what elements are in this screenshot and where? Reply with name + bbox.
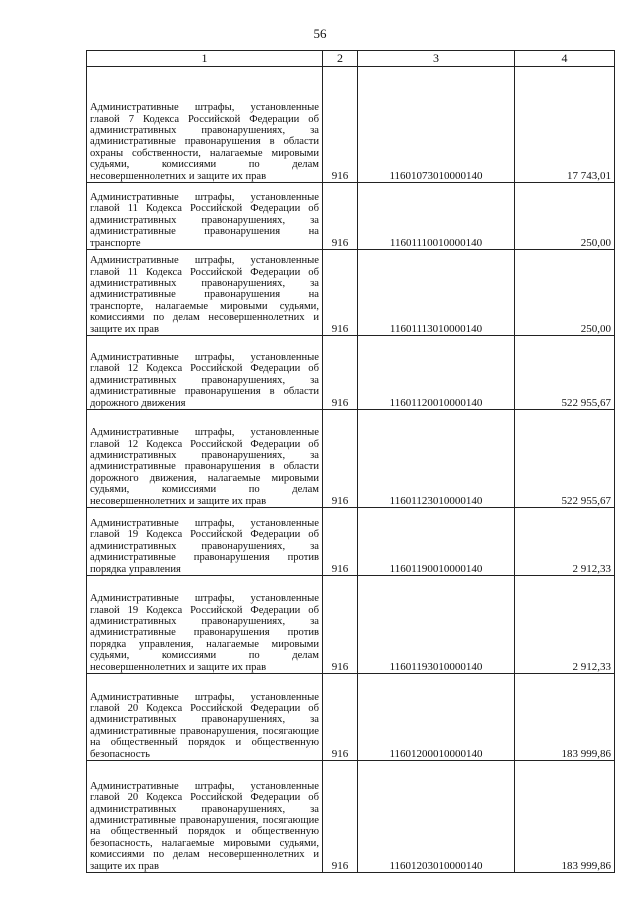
row-budget-code: 11601190010000140 <box>358 508 515 576</box>
table-header-row <box>87 51 615 67</box>
row-admin-code: 916 <box>323 674 358 761</box>
row-description: Административные штрафы, установленные главой 20 Кодекса Российской Федерации об административных правонарушениях, за административные правонарушения, посягающие на общественный порядок и общественную безопасность, налагаемые мировыми судьями, комиссиями по делам несовершеннолетних и защите их прав <box>87 761 323 873</box>
row-description: Административные штрафы, установленные главой 20 Кодекса Российской Федерации об административных правонарушениях, за административные правонарушения, посягающие на общественный порядок и общественную безопасность <box>87 674 323 761</box>
column-header-kbk: 3 <box>358 51 515 67</box>
row-description: Административные штрафы, установленные главой 7 Кодекса Российской Федерации об административных правонарушениях, за административные правонарушения в области охраны собственности, налагаемые мировыми судьями, комиссиями по делам несовершеннолетних и защите их прав <box>87 67 323 183</box>
table-row <box>87 336 615 410</box>
row-amount: 250,00 <box>515 183 615 250</box>
row-budget-code: 11601113010000140 <box>358 250 515 336</box>
row-budget-code: 11601073010000140 <box>358 67 515 183</box>
row-amount: 2 912,33 <box>515 508 615 576</box>
column-header-amount: 4 <box>515 51 615 67</box>
revenue-table <box>86 50 615 873</box>
row-budget-code: 11601193010000140 <box>358 576 515 674</box>
table-row <box>87 67 615 183</box>
row-admin-code: 916 <box>323 508 358 576</box>
row-admin-code: 916 <box>323 410 358 508</box>
table-row <box>87 183 615 250</box>
row-amount: 183 999,86 <box>515 761 615 873</box>
row-amount: 522 955,67 <box>515 410 615 508</box>
table-row <box>87 761 615 873</box>
row-amount: 183 999,86 <box>515 674 615 761</box>
row-budget-code: 11601120010000140 <box>358 336 515 410</box>
row-admin-code: 916 <box>323 761 358 873</box>
row-description: Административные штрафы, установленные главой 19 Кодекса Российской Федерации об административных правонарушениях, за административные правонарушения против порядка управления, налагаемые мировыми судьями, комиссиями по делам несовершеннолетних и защите их прав <box>87 576 323 674</box>
column-header-code: 2 <box>323 51 358 67</box>
row-budget-code: 11601200010000140 <box>358 674 515 761</box>
row-amount: 522 955,67 <box>515 336 615 410</box>
row-admin-code: 916 <box>323 183 358 250</box>
row-admin-code: 916 <box>323 67 358 183</box>
table-row <box>87 508 615 576</box>
table-row <box>87 410 615 508</box>
row-description: Административные штрафы, установленные главой 12 Кодекса Российской Федерации об административных правонарушениях, за административные правонарушения в области дорожного движения, налагаемые мировыми судьями, комиссиями по делам несовершеннолетних и защите их прав <box>87 410 323 508</box>
page-number: 56 <box>313 26 327 41</box>
row-amount: 17 743,01 <box>515 67 615 183</box>
row-budget-code: 11601110010000140 <box>358 183 515 250</box>
row-admin-code: 916 <box>323 250 358 336</box>
row-amount: 250,00 <box>515 250 615 336</box>
row-amount: 2 912,33 <box>515 576 615 674</box>
row-description: Административные штрафы, установленные главой 12 Кодекса Российской Федерации об административных правонарушениях, за административные правонарушения в области дорожного движения <box>87 336 323 410</box>
row-budget-code: 11601203010000140 <box>358 761 515 873</box>
row-admin-code: 916 <box>323 336 358 410</box>
column-header-description: 1 <box>87 51 323 67</box>
row-description: Административные штрафы, установленные главой 19 Кодекса Российской Федерации об административных правонарушениях, за административные правонарушения против порядка управления <box>87 508 323 576</box>
table-row <box>87 576 615 674</box>
table-row <box>87 250 615 336</box>
row-description: Административные штрафы, установленные главой 11 Кодекса Российской Федерации об административных правонарушениях, за административные правонарушения на транспорте, налагаемые мировыми судьями, комиссиями по делам несовершеннолетних и защите их прав <box>87 250 323 336</box>
row-admin-code: 916 <box>323 576 358 674</box>
table-row <box>87 674 615 761</box>
row-description: Административные штрафы, установленные главой 11 Кодекса Российской Федерации об административных правонарушениях, за административные правонарушения на транспорте <box>87 183 323 250</box>
row-budget-code: 11601123010000140 <box>358 410 515 508</box>
